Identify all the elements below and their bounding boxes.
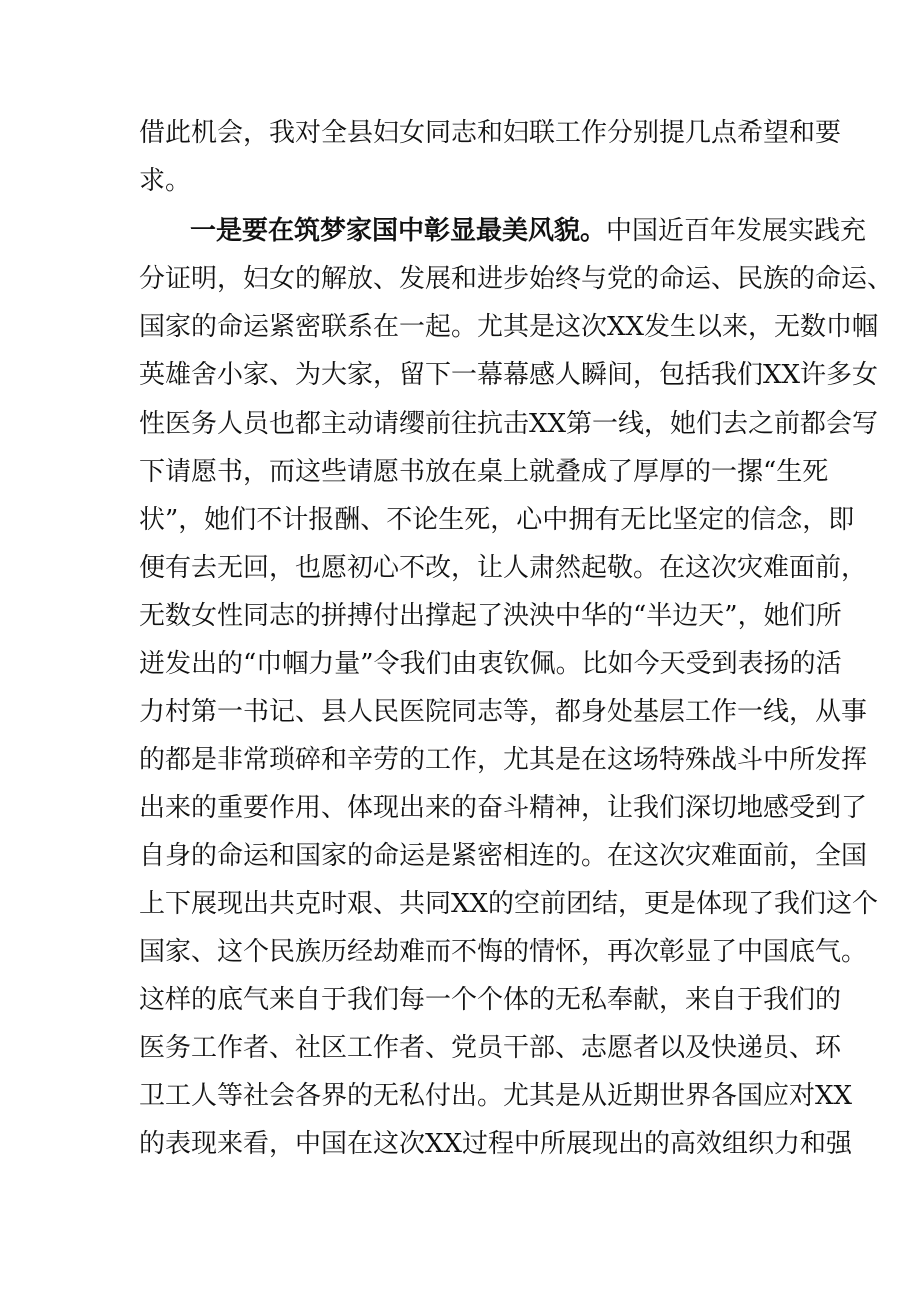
text-line: 力村第一书记、县人民医院同志等，都身处基层工作一线，从事 <box>139 697 868 727</box>
text-line: 出来的重要作用、体现出来的奋斗精神，让我们深切地感受到了 <box>139 793 868 823</box>
text-line: 英雄舍小家、为大家，留下一幕幕感人瞬间，包括我们XX许多女 <box>139 360 879 390</box>
text-line: 状”，她们不计报酬、不论生死，心中拥有无比坚定的信念，即 <box>139 505 855 535</box>
text-line: 分证明，妇女的解放、发展和进步始终与党的命运、民族的命运、 <box>139 264 894 294</box>
text-line: 性医务人员也都主动请缨前往抗击XX第一线，她们去之前都会写 <box>139 409 879 439</box>
text-line: 医务工作者、社区工作者、党员干部、志愿者以及快递员、环 <box>139 1033 842 1063</box>
text-line: 上下展现出共克时艰、共同XX的空前团结，更是体现了我们这个 <box>139 889 879 919</box>
text-span: 中国近百年发展实践充 <box>606 216 867 246</box>
text-line: 下请愿书，而这些请愿书放在桌上就叠成了厚厚的一摞“生死 <box>139 457 829 487</box>
text-line: 卫工人等社会各界的无私付出。尤其是从近期世界各国应对XX <box>139 1081 853 1111</box>
text-line: 无数女性同志的拼搏付出撑起了泱泱中华的“半边天”，她们所 <box>139 601 842 631</box>
text-line: 国家的命运紧密联系在一起。尤其是这次XX发生以来，无数巾帼 <box>139 312 879 342</box>
paragraph-first-line <box>190 211 867 251</box>
text-line: 便有去无回，也愿初心不改，让人肃然起敬。在这次灾难面前， <box>139 553 868 583</box>
text-line: 求。 <box>139 166 192 196</box>
text-line: 的表现来看，中国在这次XX过程中所展现出的高效组织力和强 <box>139 1129 853 1159</box>
paragraph-heading: 一是要在筑梦家国中彰显最美风貌。 <box>190 216 607 246</box>
text-line: 国家、这个民族历经劫难而不悔的情怀，再次彰显了中国底气。 <box>139 937 868 967</box>
text-line: 的都是非常琐碎和辛劳的工作，尤其是在这场特殊战斗中所发挥 <box>139 745 868 775</box>
text-line: 自身的命运和国家的命运是紧密相连的。在这次灾难面前，全国 <box>139 841 868 871</box>
text-line: 迸发出的“巾帼力量”令我们由衷钦佩。比如今天受到表扬的活 <box>139 649 842 679</box>
text-line: 借此机会，我对全县妇女同志和妇联工作分别提几点希望和要 <box>139 118 842 148</box>
text-line: 这样的底气来自于我们每一个个体的无私奉献，来自于我们的 <box>139 985 842 1015</box>
